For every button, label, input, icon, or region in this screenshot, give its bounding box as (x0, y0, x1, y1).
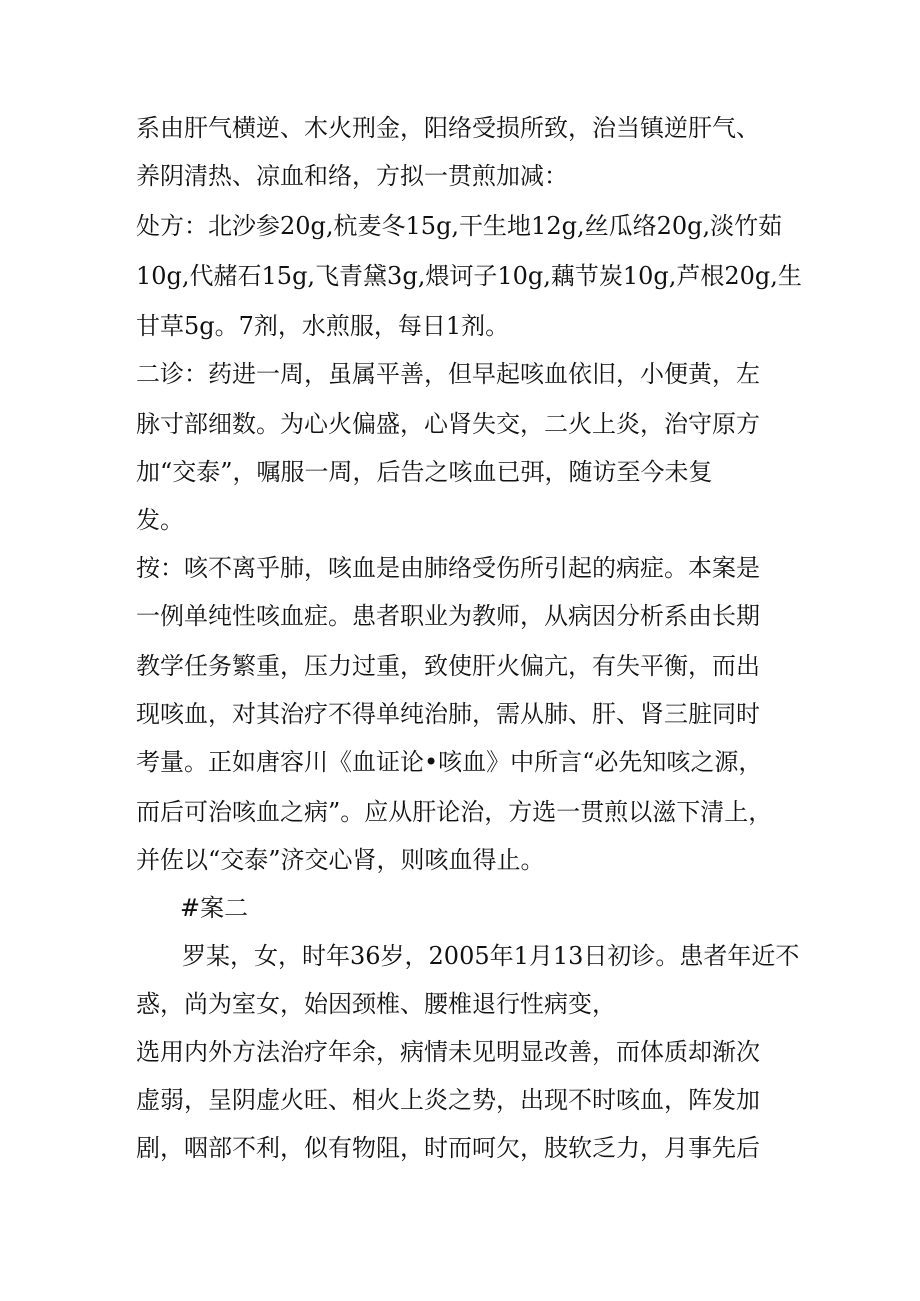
text-line: 而后可治咳血之病”。应从肝论治，方选一贯煎以滋下清上， (136, 798, 773, 826)
text-line: 剧，咽部不利，似有物阻，时而呵欠，肢软乏力，月事先后 (136, 1134, 760, 1162)
text-line: 发。 (136, 506, 184, 534)
text-line: 处方：北沙参20g,杭麦冬15g,干生地12g,丝瓜络20g,淡竹茹 (136, 212, 783, 240)
text-line: 现咳血，对其治疗不得单纯治肺，需从肺、肝、肾三脏同时 (136, 700, 760, 728)
text-line: 加“交泰”，嘱服一周，后告之咳血已弭，随访至今未复 (136, 458, 713, 486)
text-line: 选用内外方法治疗年余，病情未见明显改善，而体质却渐次 (136, 1038, 760, 1066)
text-line: 虚弱，呈阴虚火旺、相火上炎之势，出现不时咳血，阵发加 (136, 1086, 760, 1114)
text-line: 教学任务繁重，压力过重，致使肝火偏亢，有失平衡，而出 (136, 652, 760, 680)
text-line: 一例单纯性咳血症。患者职业为教师，从病因分析系由长期 (136, 602, 760, 630)
text-line: 惑，尚为室女，始因颈椎、腰椎退行性病变， (136, 990, 616, 1018)
text-line: 养阴清热、凉血和络，方拟一贯煎加减： (136, 162, 568, 190)
text-line: 并佐以“交泰”济交心肾，则咳血得止。 (136, 846, 545, 874)
text-line: 二诊：药进一周，虽属平善，但早起咳血依旧，小便黄，左 (136, 360, 760, 388)
text-line: 脉寸部细数。为心火偏盛，心肾失交，二火上炎，治守原方 (136, 410, 760, 438)
text-line: 考量。正如唐容川《血证论•咳血》中所言“必先知咳之源， (136, 748, 763, 776)
text-line: 按：咳不离乎肺，咳血是由肺络受伤所引起的病症。本案是 (136, 554, 760, 582)
text-line: 甘草5g。7剂，水煎服，每日1剂。 (136, 312, 510, 340)
text-line: 罗某，女，时年36岁，2005年1月13日初诊。患者年近不 (182, 942, 800, 970)
text-line: 10g,代赭石15g,飞青黛3g,煨诃子10g,藕节炭10g,芦根20g,生 (136, 262, 802, 290)
section-heading: #案二 (180, 894, 249, 922)
text-line: 系由肝气横逆、木火刑金，阳络受损所致，治当镇逆肝气、 (136, 114, 760, 142)
